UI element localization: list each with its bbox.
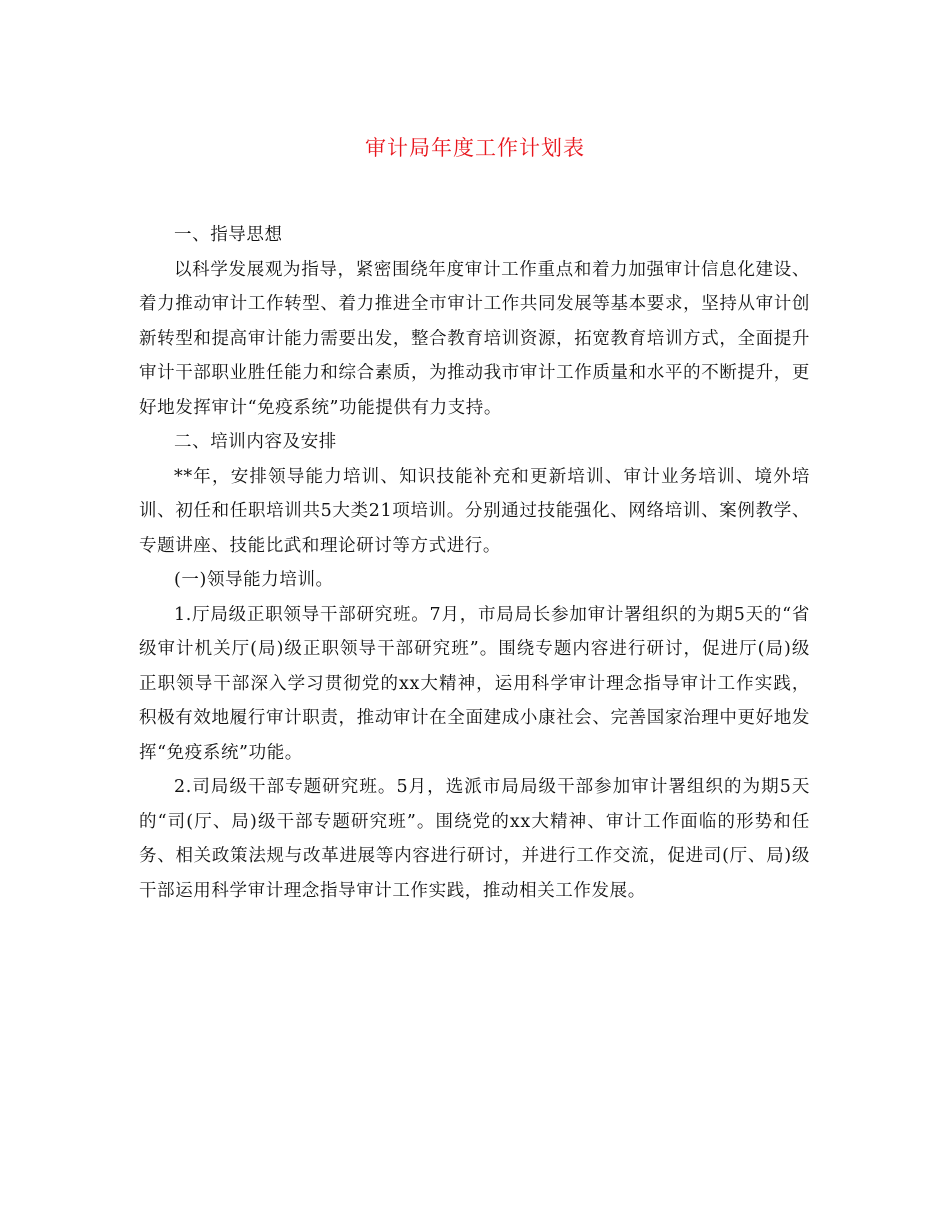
subsection-heading-leadership-training: (一)领导能力培训。 (174, 570, 334, 590)
paragraph-item-1: 1.厅局级正职领导干部研究班。7月，市局局长参加审计署组织的为期5天的“省级审计机关厅(局)级正职领导干部研究班”。围绕专题内容进行研讨，促进厅(局)级正职领导干部深入学习贯彻党的xx大精神，运用科学审计理念指导审计工作实践，积极有效地履行审计职责，推动审计在全面建成小康社会、完善国家治理中更好地发挥“免疫系统”功能。 (139, 604, 810, 763)
document-body (139, 218, 810, 908)
paragraph-item-2: 2.司局级干部专题研究班。5月，选派市局局级干部参加审计署组织的为期5天的“司(厅、局)级干部专题研究班”。围绕党的xx大精神、审计工作面临的形势和任务、相关政策法规与改革进展等内容进行研讨，并进行工作交流，促进司(厅、局)级干部运用科学审计理念指导审计工作实践，推动相关工作发展。 (139, 777, 810, 901)
section-heading-training-content: 二、培训内容及安排 (174, 432, 337, 452)
document-title: 审计局年度工作计划表 (365, 136, 585, 160)
paragraph-guiding-ideology: 以科学发展观为指导，紧密围绕年度审计工作重点和着力加强审计信息化建设、着力推动审计工作转型、着力推进全市审计工作共同发展等基本要求，坚持从审计创新转型和提高审计能力需要出发，整合教育培训资源，拓宽教育培训方式，全面提升审计干部职业胜任能力和综合素质，为推动我市审计工作质量和水平的不断提升，更好地发挥审计“免疫系统”功能提供有力支持。 (139, 259, 810, 418)
paragraph-training-overview: **年，安排领导能力培训、知识技能补充和更新培训、审计业务培训、境外培训、初任和任职培训共5大类21项培训。分别通过技能强化、网络培训、案例教学、专题讲座、技能比武和理论研讨等方式进行。 (139, 466, 810, 556)
section-heading-guiding-ideology: 一、指导思想 (174, 225, 283, 245)
